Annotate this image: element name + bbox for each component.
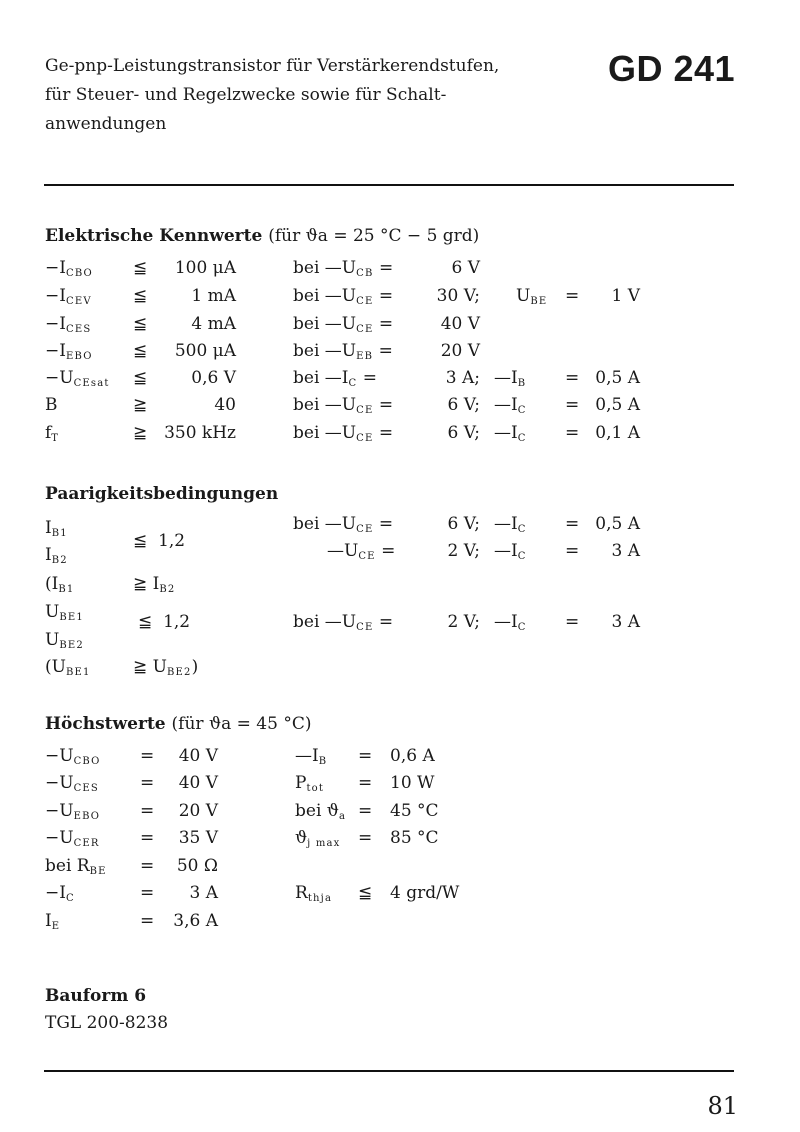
hw-right-1-value: 10 W [390,773,435,793]
kw-row-3-symbol-sub: EBO [65,351,93,362]
hw-left-2-symbol [45,801,100,822]
kw-row-0-bei-eq: = [378,258,394,278]
hw-left-6-symbol-sub: E [51,921,61,932]
paarigkeit-heading: Paarigkeitsbedingungen [45,484,279,504]
intro-text [45,52,499,139]
cond1a-bval: 6 V; [447,514,480,534]
hw-right-0-value: 0,6 A [390,746,435,766]
kw-row-6-bei-value: 6 V; [447,423,480,443]
hoechstwerte-heading [45,714,311,734]
hw-left-5-eq: = [140,883,155,903]
kw-row-2-bei-eq: = [378,314,394,334]
kw-row-5-relation: ≧ [133,395,148,415]
note1: ($I_{B1}$ [45,574,75,595]
kw-row-2-value: 4 mA [191,314,236,334]
cond1b-xsym: $—I_C$ [494,541,527,562]
hw-right-1-symbol [295,773,324,794]
kw-row-6-symbol [45,423,59,444]
kw-row-2-relation: ≦ [133,314,148,334]
kw-row-5-symbol-main: B [45,395,58,415]
kw-row-3-relation: ≦ [133,341,148,361]
hoechstwerte-title: Höchstwerte [45,714,166,734]
kw-row-4-extra-symbol [494,368,526,389]
hw-right-1-eq: = [358,773,373,793]
kw-row-1-extra-symbol-sub: BE [530,296,548,307]
hw-right-2-symbol-main: bei ϑ [295,801,339,821]
tgl-reference: TGL 200-8238 [45,1013,169,1033]
cond2-xeq: = [565,612,580,632]
hw-right-5-symbol-sub: thja [307,893,333,904]
hw-left-1-symbol-sub: CES [73,783,99,794]
ratio1-value: ≦ 1,2 [133,531,186,551]
cond1a-xval: 0,5 A [595,514,640,534]
intro-line-3: anwendungen [45,114,167,134]
kw-row-6-bei-eq: = [378,423,394,443]
hw-right-2-eq: = [358,801,373,821]
cond1b-bval: 2 V; [447,541,480,561]
cond2-xsym: $—I_C$ [494,612,527,633]
hw-left-2-value: 20 V [178,801,218,821]
kw-row-4-bei-value: 3 A; [445,368,480,388]
kw-row-2-bei-value: 40 V [440,314,480,334]
hw-right-5-symbol [295,883,332,904]
hw-right-0-eq: = [358,746,373,766]
hw-left-3-eq: = [140,828,155,848]
kw-row-1-bei-eq: = [378,286,394,306]
kw-row-1-bei-text: bei —U [293,286,357,306]
kw-row-2-symbol-sub: CES [65,324,92,335]
kw-row-4-symbol-sub: CEsat [73,378,110,389]
kw-row-6-extra-symbol-main: —I [494,423,518,443]
kw-row-4-bei-text: bei —I [293,368,349,388]
hw-left-4-symbol-sub: BE [89,866,107,877]
kw-row-4-bei-eq: = [362,368,378,388]
kw-row-5-bei-text: bei —U [293,395,357,415]
hw-right-5-value: 4 grd/W [390,883,460,903]
hw-right-3-symbol [295,828,341,849]
hw-right-3-symbol-main: ϑ [295,828,308,848]
hw-left-6-symbol [45,911,60,932]
kw-row-2-bei [293,314,393,335]
hw-left-2-symbol-main: −U [45,801,74,821]
top-divider [44,184,734,186]
kw-row-3-bei-sub: EB [356,351,374,362]
hw-left-0-value: 40 V [178,746,218,766]
hw-left-2-symbol-sub: EBO [73,811,101,822]
kw-row-0-symbol-main: −I [45,258,66,278]
hw-right-5-symbol-main: R [295,883,308,903]
hw-left-3-symbol [45,828,100,849]
hw-left-4-symbol-main: bei R [45,856,90,876]
kw-row-4-extra-symbol-main: —I [494,368,518,388]
hw-left-1-eq: = [140,773,155,793]
kw-row-0-bei [293,258,393,279]
kw-row-1-bei [293,286,393,307]
kw-row-5-extra-value: 0,5 A [595,395,640,415]
hw-left-6-eq: = [140,911,155,931]
kw-row-0-bei-text: bei —U [293,258,357,278]
kw-row-6-extra-value: 0,1 A [595,423,640,443]
kw-row-6-extra-symbol [494,423,527,444]
hw-left-4-eq: = [140,856,155,876]
hoechstwerte-condition: (für ϑa = 45 °C) [171,714,312,734]
hw-left-4-symbol [45,856,107,877]
note2-rel: ≧ $U_{BE2}$) [133,657,199,678]
ib2-symbol: $I_{B2}$ [45,545,68,566]
intro-line-1: Ge-pnp-Leistungstransistor für Verstärkerendstufen, [45,56,500,76]
ube1-symbol: $U_{BE1}$ [45,602,84,623]
cond1b-xval: 3 A [611,541,640,561]
hw-left-6-value: 3,6 A [173,911,218,931]
kw-row-3-symbol-main: −I [45,341,66,361]
hw-left-1-symbol-main: −U [45,773,74,793]
hw-left-0-symbol-sub: CBO [73,756,101,767]
kw-row-4-bei-sub: C [348,378,358,389]
hw-right-0-symbol-main: —I [295,746,319,766]
kennwerte-title: Elektrische Kennwerte [45,226,263,246]
kw-row-0-symbol [45,258,93,279]
bauform-label: Bauform 6 [45,986,147,1006]
hw-right-0-symbol-sub: B [318,756,328,767]
kw-row-2-symbol [45,314,91,335]
kw-row-4-extra-symbol-sub: B [517,378,527,389]
hw-left-5-symbol-sub: C [65,893,75,904]
kw-row-0-bei-value: 6 V [451,258,480,278]
type-designation: GD 241 [608,48,736,89]
kw-row-6-bei [293,423,393,444]
kw-row-1-bei-sub: CE [356,296,374,307]
kw-row-4-symbol-main: −U [45,368,74,388]
kw-row-3-bei-value: 20 V [440,341,480,361]
note2: ($U_{BE1}$ [45,657,91,678]
kw-row-1-symbol-main: −I [45,286,66,306]
kw-row-5-extra-symbol-main: —I [494,395,518,415]
hw-right-2-symbol-sub: a [338,811,347,822]
kw-row-3-symbol [45,341,93,362]
kw-row-1-extra-value: 1 V [611,286,640,306]
hw-left-5-symbol-main: −I [45,883,66,903]
kw-row-2-bei-sub: CE [356,324,374,335]
kw-row-6-value: 350 kHz [164,423,236,443]
hw-left-3-symbol-main: −U [45,828,74,848]
cond2-bei: bei $—U_{CE}$ = [293,612,394,633]
kw-row-4-symbol [45,368,110,389]
kw-row-6-extra-eq: = [565,423,580,443]
intro-line-2: für Steuer- und Regelzwecke sowie für Schalt- [45,85,447,105]
ube2-symbol: $U_{BE2}$ [45,630,84,651]
hw-left-3-value: 35 V [178,828,218,848]
note1-rel: ≧ $I_{B2}$ [133,574,176,595]
kw-row-1-extra-symbol [516,286,547,307]
kw-row-5-symbol [45,395,58,415]
kw-row-4-bei [293,368,377,389]
hw-right-1-symbol-sub: tot [306,783,325,794]
hw-left-0-symbol-main: −U [45,746,74,766]
hw-left-0-symbol [45,746,101,767]
kw-row-0-relation: ≦ [133,258,148,278]
cond1a-xeq: = [565,514,580,534]
kw-row-1-relation: ≦ [133,286,148,306]
cond1b-xeq: = [565,541,580,561]
kw-row-1-extra-symbol-main: U [516,286,531,306]
hw-left-1-value: 40 V [178,773,218,793]
kw-row-4-extra-eq: = [565,368,580,388]
kw-row-5-value: 40 [214,395,236,415]
kw-row-3-value: 500 μA [174,341,236,361]
kw-row-6-bei-sub: CE [356,433,374,444]
hw-right-2-value: 45 °C [390,801,439,821]
kw-row-0-symbol-sub: CBO [65,268,93,279]
kw-row-4-value: 0,6 V [191,368,236,388]
hw-left-0-eq: = [140,746,155,766]
ib1-symbol: $I_{B1}$ [45,518,68,539]
hw-left-5-value: 3 A [189,883,218,903]
cond2-bval: 2 V; [447,612,480,632]
kw-row-5-extra-symbol [494,395,527,416]
kw-row-1-extra-eq: = [565,286,580,306]
hw-right-3-symbol-sub: j max [307,838,341,849]
kw-row-5-bei-eq: = [378,395,394,415]
cond1a-xsym: $—I_C$ [494,514,527,535]
kw-row-5-bei-value: 6 V; [447,395,480,415]
cond1a-bei: bei $—U_{CE}$ = [293,514,394,535]
hw-left-6-symbol-main: I [45,911,52,931]
bottom-divider [44,1070,734,1072]
page-number: 81 [707,1092,738,1120]
kw-row-2-bei-text: bei —U [293,314,357,334]
kw-row-3-bei-text: bei —U [293,341,357,361]
kw-row-6-extra-symbol-sub: C [517,433,527,444]
cond1b-bei: $—U_{CE}$ = [327,541,396,562]
kennwerte-condition: (für ϑa = 25 °C − 5 grd) [268,226,480,246]
kennwerte-heading [45,226,479,246]
kw-row-1-bei-value: 30 V; [436,286,480,306]
hw-right-3-value: 85 °C [390,828,439,848]
hw-right-5-eq: ≦ [358,883,373,903]
hw-right-1-symbol-main: P [295,773,307,793]
kw-row-4-extra-value: 0,5 A [595,368,640,388]
kw-row-0-bei-sub: CB [356,268,374,279]
kw-row-0-value: 100 μA [174,258,236,278]
kw-row-3-bei [293,341,393,362]
kw-row-1-symbol [45,286,92,307]
kw-row-3-bei-eq: = [378,341,393,361]
kw-row-6-symbol-main: f [45,423,52,443]
hw-right-0-symbol [295,746,327,767]
kw-row-4-relation: ≦ [133,368,148,388]
kw-row-6-bei-text: bei —U [293,423,357,443]
ratio2-value: ≦ 1,2 [138,612,191,632]
kw-row-1-symbol-sub: CEV [65,296,92,307]
hw-right-3-eq: = [358,828,373,848]
kw-row-5-extra-symbol-sub: C [517,405,527,416]
hw-left-4-value: 50 Ω [176,856,218,876]
hw-right-2-symbol [295,801,346,822]
kw-row-6-symbol-sub: T [51,433,60,444]
kw-row-5-bei [293,395,393,416]
hw-left-1-symbol [45,773,99,794]
kw-row-2-symbol-main: −I [45,314,66,334]
kw-row-1-value: 1 mA [191,286,236,306]
kw-row-6-relation: ≧ [133,423,148,443]
hw-left-2-eq: = [140,801,155,821]
kw-row-5-extra-eq: = [565,395,580,415]
kw-row-5-bei-sub: CE [356,405,374,416]
hw-left-5-symbol [45,883,75,904]
cond2-xval: 3 A [611,612,640,632]
hw-left-3-symbol-sub: CER [73,838,100,849]
